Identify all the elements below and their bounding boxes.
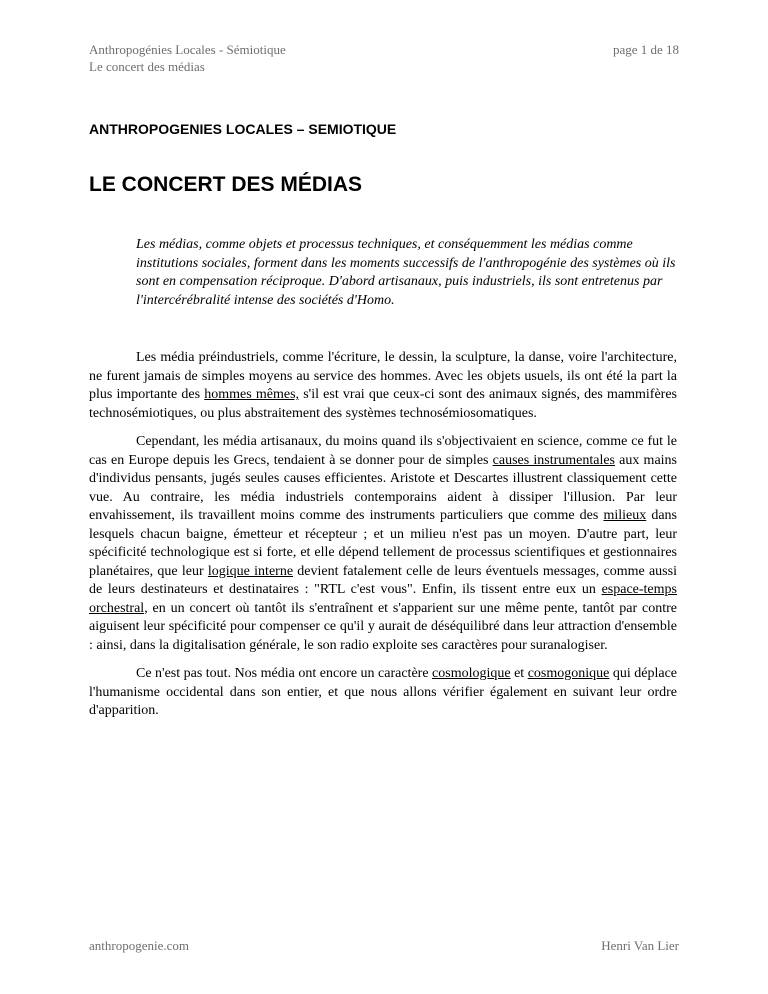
text-run: Les média préindustriels, comme l'écriture, le dessin, la sculpture, la danse, voire l'architecture, ne furent jamais de simples moyens au service des hommes. Avec les objets usuels, ils ont été la part la plus importante des <box>89 350 677 402</box>
paragraph-3 <box>89 665 677 721</box>
page-number: page 1 de 18 <box>612 42 679 57</box>
text-run: Cependant, les média artisanaux, du moins quand ils s'objectivaient en science, comme ce fut le cas en Europe depuis les Grecs, tendaient à se donner pour de simples <box>89 434 677 468</box>
paragraph-2 <box>89 433 677 655</box>
header-series: Anthropogénies Locales - Sémiotique <box>89 42 286 57</box>
body-text <box>89 349 677 731</box>
series-title: ANTHROPOGENIES LOCALES – SEMIOTIQUE <box>89 121 397 137</box>
footer-website: anthropogenie.com <box>89 938 189 953</box>
header-chapter: Le concert des médias <box>89 59 205 74</box>
hyperlink-logique-interne[interactable]: logique interne <box>207 563 294 579</box>
hyperlink-cosmogonique[interactable]: cosmogonique <box>527 666 610 681</box>
hyperlink-espace-temps-orchestral[interactable]: espace-temps orchestral, <box>89 582 677 616</box>
text-run: qui déplace l'humanisme occidental dans son entier, et que nous allons vérifier également en suivant leur ordre d'apparition. <box>89 666 677 718</box>
hyperlink-cosmologique[interactable]: cosmologique <box>432 666 511 681</box>
hyperlink-causes-instrumentales[interactable]: causes instrumentales <box>492 452 616 468</box>
hyperlink-milieux[interactable]: milieux <box>603 508 647 523</box>
text-run: en un concert où tantôt ils s'entraînent et s'apparient sur une même pente, tantôt par contre aiguisent leur spécificité pour compenser ce qu'il y aurait de déséquilibré dans leur attraction d'ensemble : ainsi, dans la digitalisation générale, le son radio exploite ses caractères pour suranalogiser. <box>89 600 677 653</box>
text-run: et <box>510 666 528 681</box>
text-run: aux mains d'individus pensants, jugés seules causes efficientes. Aristote et Descartes illustrent classiquement cette vue. Au contraire, les média industriels contemporains aident à dissiper l'illusion. Par leur envahissement, ils travaillent moins comme des instruments particuliers que comme des <box>89 452 678 523</box>
hyperlink-hommes-memes[interactable]: hommes mêmes, <box>204 387 300 402</box>
page-title: LE CONCERT DES MÉDIAS <box>89 173 363 196</box>
text-run: s'il est vrai que ceux-ci sont des animaux signés, des mammifères technosémiotiques, ou plus abstraitement des systèmes technosémiosomatiques. <box>89 387 677 421</box>
paragraph-1 <box>89 349 677 423</box>
abstract: Les médias, comme objets et processus techniques, et conséquemment les médias comme institutions sociales, forment dans les moments successifs de l'anthropogénie des systèmes où ils sont en compensation réciproque. D'abord artisanaux, puis industriels, ils sont entretenus par l'intercérébralité intense des sociétés d'Homo. <box>136 237 676 308</box>
text-run: devient fatalement celle de leurs éventuels messages, comme aussi de leurs destinateurs et destinataires : "RTL c'est vous". Enfin, ils tissent entre eux un <box>89 563 677 597</box>
footer-author: Henri Van Lier <box>601 938 679 953</box>
running-header <box>89 41 286 75</box>
text-run: dans lesquels chacun baigne, émetteur et récepteur ; et un milieu n'est pas un moyen. D'autre part, leur spécificité technologique est si forte, et elle dépend tellement de processus scientifiques et gestionnaires planétaires, que leur <box>89 508 677 579</box>
text-run: Ce n'est pas tout. Nos média ont encore un caractère <box>136 666 433 681</box>
